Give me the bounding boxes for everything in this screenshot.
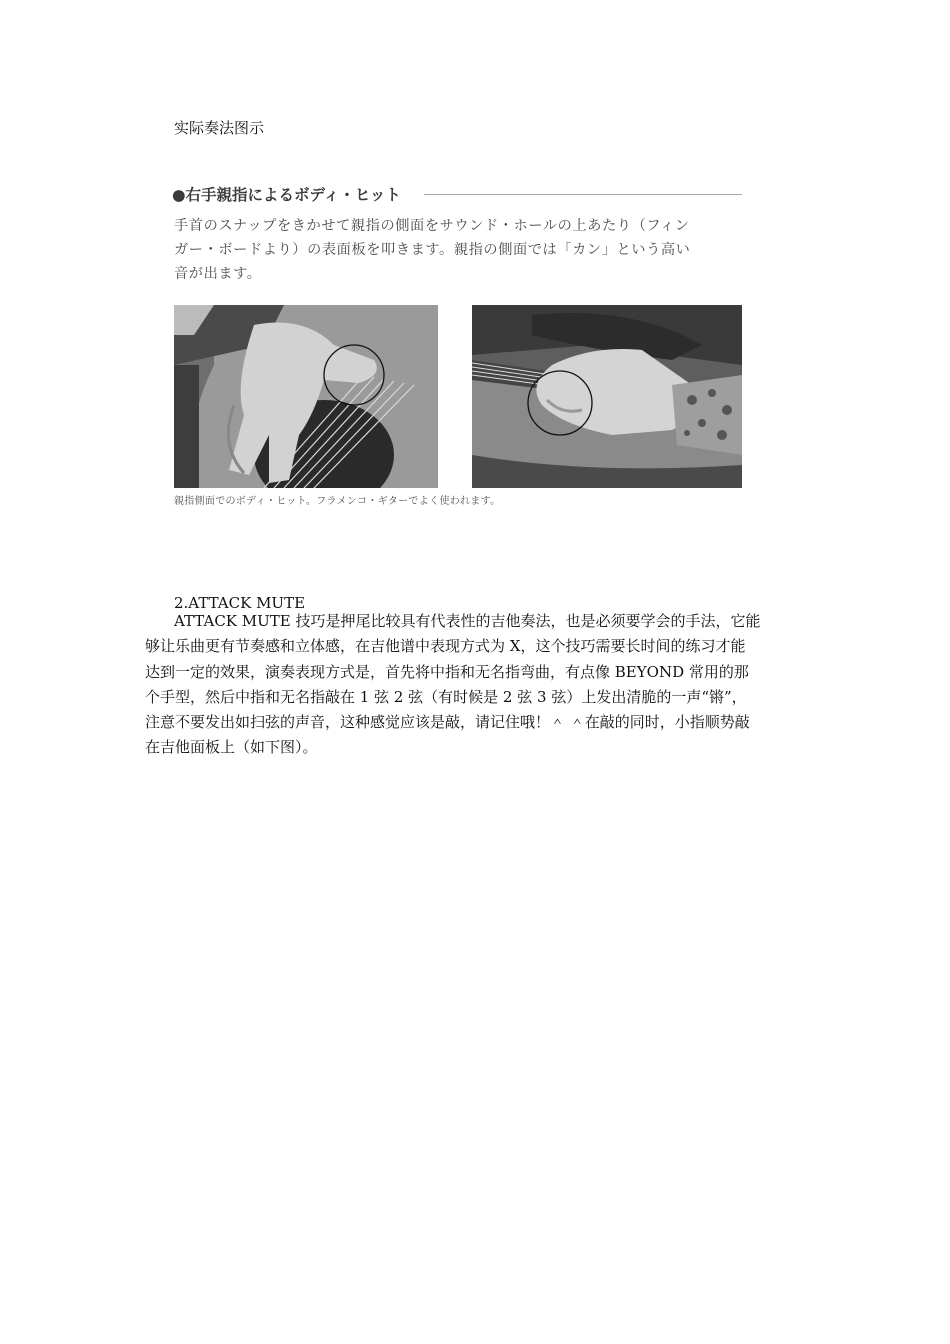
scan-title: ●右手親指によるボディ・ヒット [172, 186, 401, 204]
section-heading: 2.ATTACK MUTE [174, 594, 306, 612]
photo-thumb-body-hit-front [174, 305, 438, 488]
scan-body-text [174, 214, 744, 286]
body-paragraph [145, 609, 807, 761]
scan-body-line: 手首のスナップをきかせて親指の側面をサウンド・ホールの上あたり（フィン [174, 218, 690, 234]
paragraph-line: 注意不要发出如扫弦的声音，这种感觉应该是敲，请记住哦！＾ ＾在敲的同时，小指顺势敲 [145, 713, 750, 732]
photo-thumb-body-hit-side [472, 305, 742, 488]
scan-body-line: ガー・ボードより）の表面板を叩きます。親指の側面では「カン」という高い [174, 242, 691, 258]
paragraph-line: 够让乐曲更有节奏感和立体感，在吉他谱中表现方式为 X，这个技巧需要长时间的练习才能 [145, 637, 746, 656]
photo-caption: 親指側面でのボディ・ヒット。フラメンコ・ギターでよく使われます。 [174, 496, 501, 507]
paragraph-line: ATTACK MUTE 技巧是押尾比较具有代表性的吉他奏法，也是必须要学会的手法，它能 [174, 612, 761, 630]
scan-title-rule [424, 194, 742, 195]
scan-body-line: 音が出ます。 [174, 266, 262, 282]
figure-caption-heading: 实际奏法图示 [174, 119, 265, 137]
paragraph-line: 在吉他面板上（如下图）。 [145, 738, 318, 757]
paragraph-line: 达到一定的效果，演奏表现方式是，首先将中指和无名指弯曲，有点像 BEYOND 常用的那 [145, 662, 749, 681]
paragraph-line: 个手型，然后中指和无名指敲在 1 弦 2 弦（有时候是 2 弦 3 弦）上发出清脆的一声“锵”， [145, 687, 747, 706]
scanned-book-excerpt [172, 180, 744, 512]
